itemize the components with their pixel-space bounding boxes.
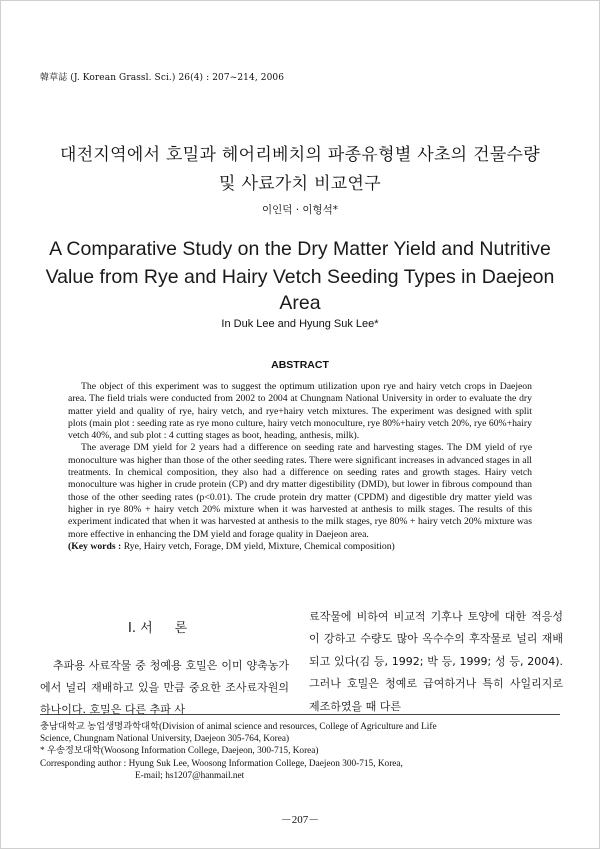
- english-title-line2: Value from Rye and Hairy Vetch Seeding Types in Daejeon: [45, 266, 555, 288]
- english-title-line3: Area: [279, 292, 321, 314]
- english-title-line1: A Comparative Study on the Dry Matter Yield and Nutritive: [49, 238, 551, 260]
- abstract-paragraph-1: The object of this experiment was to suggest the optimum utilization upon rye and hairy vetch crops in Daejeon area. The field trials were conducted from 2002 to 2004 at Chungnam National University in order to evaluate the dry matter yield and quality of rye, hairy vetch, and rye+hairy vetch mixtures. The experiment was designed with split plots (main plot : seeding rate as rye mono culture, hairy vetch monoculture, rye 80%+hairy vetch 20%, rye 60%+hairy vetch 40%, and sub plot : 4 cutting stages as boot, heading, anthesis, milk).: [68, 381, 532, 442]
- section-title: 론: [174, 621, 188, 636]
- keywords-list: Rye, Hairy vetch, Forage, DM yield, Mixture, Chemical composition): [123, 540, 395, 552]
- journal-reference: 韓草誌 (J. Korean Grassl. Sci.) 26(4) : 207~214, 2006: [40, 73, 285, 83]
- keywords-line: [68, 541, 532, 553]
- page-number: －207－: [280, 814, 320, 826]
- footnote-divider: [40, 714, 560, 715]
- intro-left-column: [40, 655, 289, 721]
- corresponding-email: E-mail; hs1207@hanmail.net: [135, 770, 245, 781]
- abstract-paragraph-2: The average DM yield for 2 years had a difference on seeding rate and harvesting stages. The DM yield of rye monoculture was higher than those of the other seeding rates. There were significant increases in advanced stages in all treatments. In chemical composition, they also had a difference on seeding rates and growth stages. Hairy vetch monoculture was higher in crude protein (CP) and dry matter digestibility (DMD), but lower in fibrous compound than those of the other seeding rates (p<0.01). The crude protein dry matter (CPDM) and digestible dry matter yield was higher in rye 80% + hairy vetch 20% mixture when it was harvested at anthesis to milk stages. The results of this experiment indicated that when it was harvested at anthesis to the milk stages, rye 80% + hairy vetch 20% mixture was more effective in enhancing the DM yield and forage quality in Daejeon area.: [68, 442, 532, 540]
- english-authors: In Duk Lee and Hyung Suk Lee*: [221, 318, 379, 330]
- corresponding-author: Corresponding author : Hyung Suk Lee, Woosong Information College, Daejeon 300-715, Korea,: [40, 758, 403, 769]
- footnotes: [40, 721, 564, 782]
- intro-right-text: 료작물에 비하여 비교적 기후나 토양에 대한 적응성이 강하고 수량도 많아 옥수수의 후작물로 널리 재배되고 있다(김 등, 1992; 박 등, 1999; 성 등, 2004). 그러나 호밀은 청예로 급여하거나 특히 사일리지로 제조하였을 때 다른: [309, 610, 563, 713]
- abstract-heading: ABSTRACT: [271, 359, 329, 371]
- section-number: I. 서: [128, 621, 153, 636]
- korean-authors: 이인덕 · 이형석*: [261, 204, 339, 216]
- korean-title-line1: 대전지역에서 호밀과 헤어리베치의 파종유형별 사초의 건물수량: [59, 145, 540, 165]
- intro-right-column: [309, 606, 563, 718]
- korean-title-line2: 및 사료가치 비교연구: [219, 174, 381, 194]
- intro-left-text: 추파용 사료작물 중 청예용 호밀은 이미 양축농가에서 널리 재배하고 있을 만큼 중요한 조사료자원의 하나이다. 호밀은 다른 추파 사: [40, 659, 289, 716]
- affiliation-1-line1: 충남대학교 농업생명과학대학(Division of animal science and resources, College of Agriculture and Life: [40, 722, 437, 732]
- affiliation-2: * 우송정보대학(Woosong Information College, Daejeon, 300-715, Korea): [40, 746, 319, 757]
- affiliation-1-line2: Science, Chungnam National University, Daejeon 305-764, Korea): [40, 734, 290, 745]
- section-heading: [128, 617, 187, 636]
- keywords-label: (Key words :: [68, 540, 124, 552]
- abstract-body: [68, 381, 532, 553]
